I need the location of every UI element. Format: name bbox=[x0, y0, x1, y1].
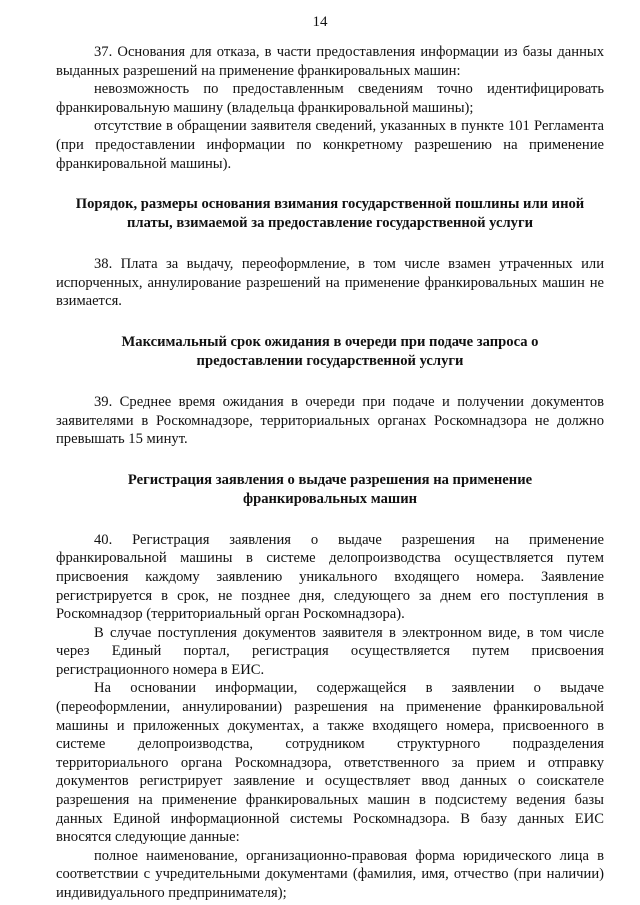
paragraph-39: 39. Среднее время ожидания в очереди при подаче и получении документов заявителями в Роскомнадзоре, территориальных органах Роскомнадзора не должно превышать 15 минут. bbox=[56, 393, 604, 448]
paragraph-40: 40. Регистрация заявления о выдаче разрешения на применение франкировальной машины в системе делопроизводства осуществляется путем присвоения каждому заявлению уникального входящего номера. Заявление регистрируется в срок, не позднее дня, следующего за днем его поступления в Роскомнадзор (территориальный орган Роскомнадзора). bbox=[56, 531, 604, 623]
paragraph-40-electronic: В случае поступления документов заявителя в электронном виде, в том числе через Единый портал, регистрация осуществляется путем присвоения регистрационного номера в ЕИС. bbox=[56, 624, 604, 678]
paragraph-37-item-2: отсутствие в обращении заявителя сведений, указанных в пункте 101 Регламента (при предоставлении информации по конкретному разрешению на применение франкировальной машины). bbox=[56, 118, 604, 172]
paragraph-37: 37. Основания для отказа, в части предоставления информации из базы данных выданных разрешений на применение франкировальных машин: bbox=[56, 44, 604, 79]
page-number: 14 bbox=[312, 14, 328, 30]
heading-fee: Порядок, размеры основания взимания государственной пошлины или иной платы, взимаемой за предоставление государственной услуги bbox=[75, 196, 585, 232]
paragraph-40-full-name: полное наименование, организационно-правовая форма юридического лица в соответствии с учредительными документами (фамилия, имя, отчество (при наличии) индивидуального предпринимателя); bbox=[56, 847, 604, 901]
heading-queue: Максимальный срок ожидания в очереди при подаче запроса о предоставлении государственной услуги bbox=[121, 333, 539, 369]
paragraph-37-item-1: невозможность по предоставленным сведениям точно идентифицировать франкировальную машину (владельца франкировальной машины); bbox=[56, 81, 604, 116]
document-body bbox=[56, 43, 604, 903]
heading-registration: Регистрация заявления о выдаче разрешения на применение франкировальных машин bbox=[127, 471, 533, 507]
paragraph-40-registration-data: На основании информации, содержащейся в заявлении о выдаче (переоформлении, аннулировании) разрешения на применение франкировальной машины и приложенных документах, а также входящего номера, присвоенного в системе делопроизводства, сотрудником структурного подразделения территориального органа Роскомнадзора, ответственного за прием и отправку документов регистрирует заявление и осуществляет ввод данных о соискателе разрешения на применение франкировальных машин в подсистему ведения базы данных Единой информационной системы Роскомнадзора. В базу данных ЕИС вносятся следующие данные: bbox=[56, 680, 604, 846]
paragraph-38: 38. Плата за выдачу, переоформление, в том числе взамен утраченных или испорченных, аннулирование разрешений на применение франкировальных машин не взимается. bbox=[56, 256, 604, 310]
